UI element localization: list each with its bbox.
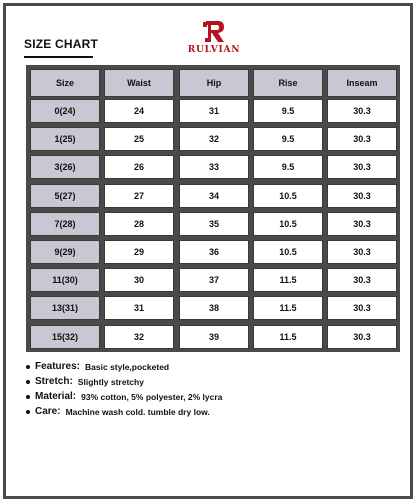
note-label: Stretch: <box>35 376 73 387</box>
note-label: Features: <box>35 361 81 372</box>
table-cell-hip: 32 <box>179 127 249 151</box>
bullet-icon <box>26 365 30 369</box>
table-cell-rise: 11.5 <box>253 296 323 320</box>
table-cell-hip: 33 <box>179 155 249 179</box>
table-cell-waist: 29 <box>104 240 174 264</box>
table-cell-inseam: 30.3 <box>327 296 397 320</box>
table-cell-inseam: 30.3 <box>327 212 397 236</box>
size-label-cell: 9(29) <box>30 240 100 264</box>
table-cell-waist: 26 <box>104 155 174 179</box>
title-underline <box>24 56 93 58</box>
table-cell-rise: 10.5 <box>253 240 323 264</box>
table-cell-rise: 9.5 <box>253 155 323 179</box>
table-cell-waist: 30 <box>104 268 174 292</box>
note-value: Machine wash cold. tumble dry low. <box>65 406 210 417</box>
table-cell-hip: 35 <box>179 212 249 236</box>
table-cell-inseam: 30.3 <box>327 155 397 179</box>
brand-logo-icon <box>201 18 227 44</box>
note-item <box>26 374 222 389</box>
table-cell-hip: 31 <box>179 99 249 123</box>
bullet-icon <box>26 380 30 384</box>
size-label-cell: 15(32) <box>30 325 100 349</box>
table-cell-hip: 38 <box>179 296 249 320</box>
table-cell-inseam: 30.3 <box>327 99 397 123</box>
table-cell-hip: 37 <box>179 268 249 292</box>
column-header-rise: Rise <box>253 69 323 97</box>
table-cell-rise: 10.5 <box>253 184 323 208</box>
table-cell-inseam: 30.3 <box>327 240 397 264</box>
size-label-cell: 5(27) <box>30 184 100 208</box>
note-item <box>26 404 222 419</box>
size-chart-card <box>3 3 413 499</box>
size-label-cell: 7(28) <box>30 212 100 236</box>
column-header-hip: Hip <box>179 69 249 97</box>
table-cell-rise: 9.5 <box>253 127 323 151</box>
table-cell-waist: 25 <box>104 127 174 151</box>
table-cell-waist: 24 <box>104 99 174 123</box>
table-cell-hip: 36 <box>179 240 249 264</box>
table-cell-inseam: 30.3 <box>327 268 397 292</box>
table-cell-rise: 9.5 <box>253 99 323 123</box>
table-cell-waist: 28 <box>104 212 174 236</box>
column-header-waist: Waist <box>104 69 174 97</box>
table-cell-rise: 11.5 <box>253 325 323 349</box>
table-cell-inseam: 30.3 <box>327 127 397 151</box>
table-cell-rise: 11.5 <box>253 268 323 292</box>
note-label: Care: <box>35 406 61 417</box>
size-label-cell: 0(24) <box>30 99 100 123</box>
note-item <box>26 359 222 374</box>
size-label-cell: 11(30) <box>30 268 100 292</box>
column-header-size: Size <box>30 69 100 97</box>
note-label: Material: <box>35 391 77 402</box>
bullet-icon <box>26 395 30 399</box>
size-label-cell: 1(25) <box>30 127 100 151</box>
brand-name: RULVIAN <box>187 45 241 55</box>
size-label-cell: 3(26) <box>30 155 100 179</box>
note-value: 93% cotton, 5% polyester, 2% lycra <box>81 391 223 402</box>
note-item <box>26 389 222 404</box>
size-table <box>26 65 400 352</box>
table-cell-rise: 10.5 <box>253 212 323 236</box>
table-cell-inseam: 30.3 <box>327 184 397 208</box>
table-cell-waist: 32 <box>104 325 174 349</box>
size-label-cell: 13(31) <box>30 296 100 320</box>
column-header-inseam: Inseam <box>327 69 397 97</box>
note-value: Basic style,pocketed <box>85 361 170 372</box>
product-notes <box>26 359 222 419</box>
page-title: SIZE CHART <box>24 37 98 51</box>
table-cell-waist: 27 <box>104 184 174 208</box>
note-value: Slightly stretchy <box>77 376 144 387</box>
table-cell-hip: 34 <box>179 184 249 208</box>
table-cell-inseam: 30.3 <box>327 325 397 349</box>
brand-logo <box>184 18 244 66</box>
bullet-icon <box>26 410 30 414</box>
table-cell-hip: 39 <box>179 325 249 349</box>
table-cell-waist: 31 <box>104 296 174 320</box>
